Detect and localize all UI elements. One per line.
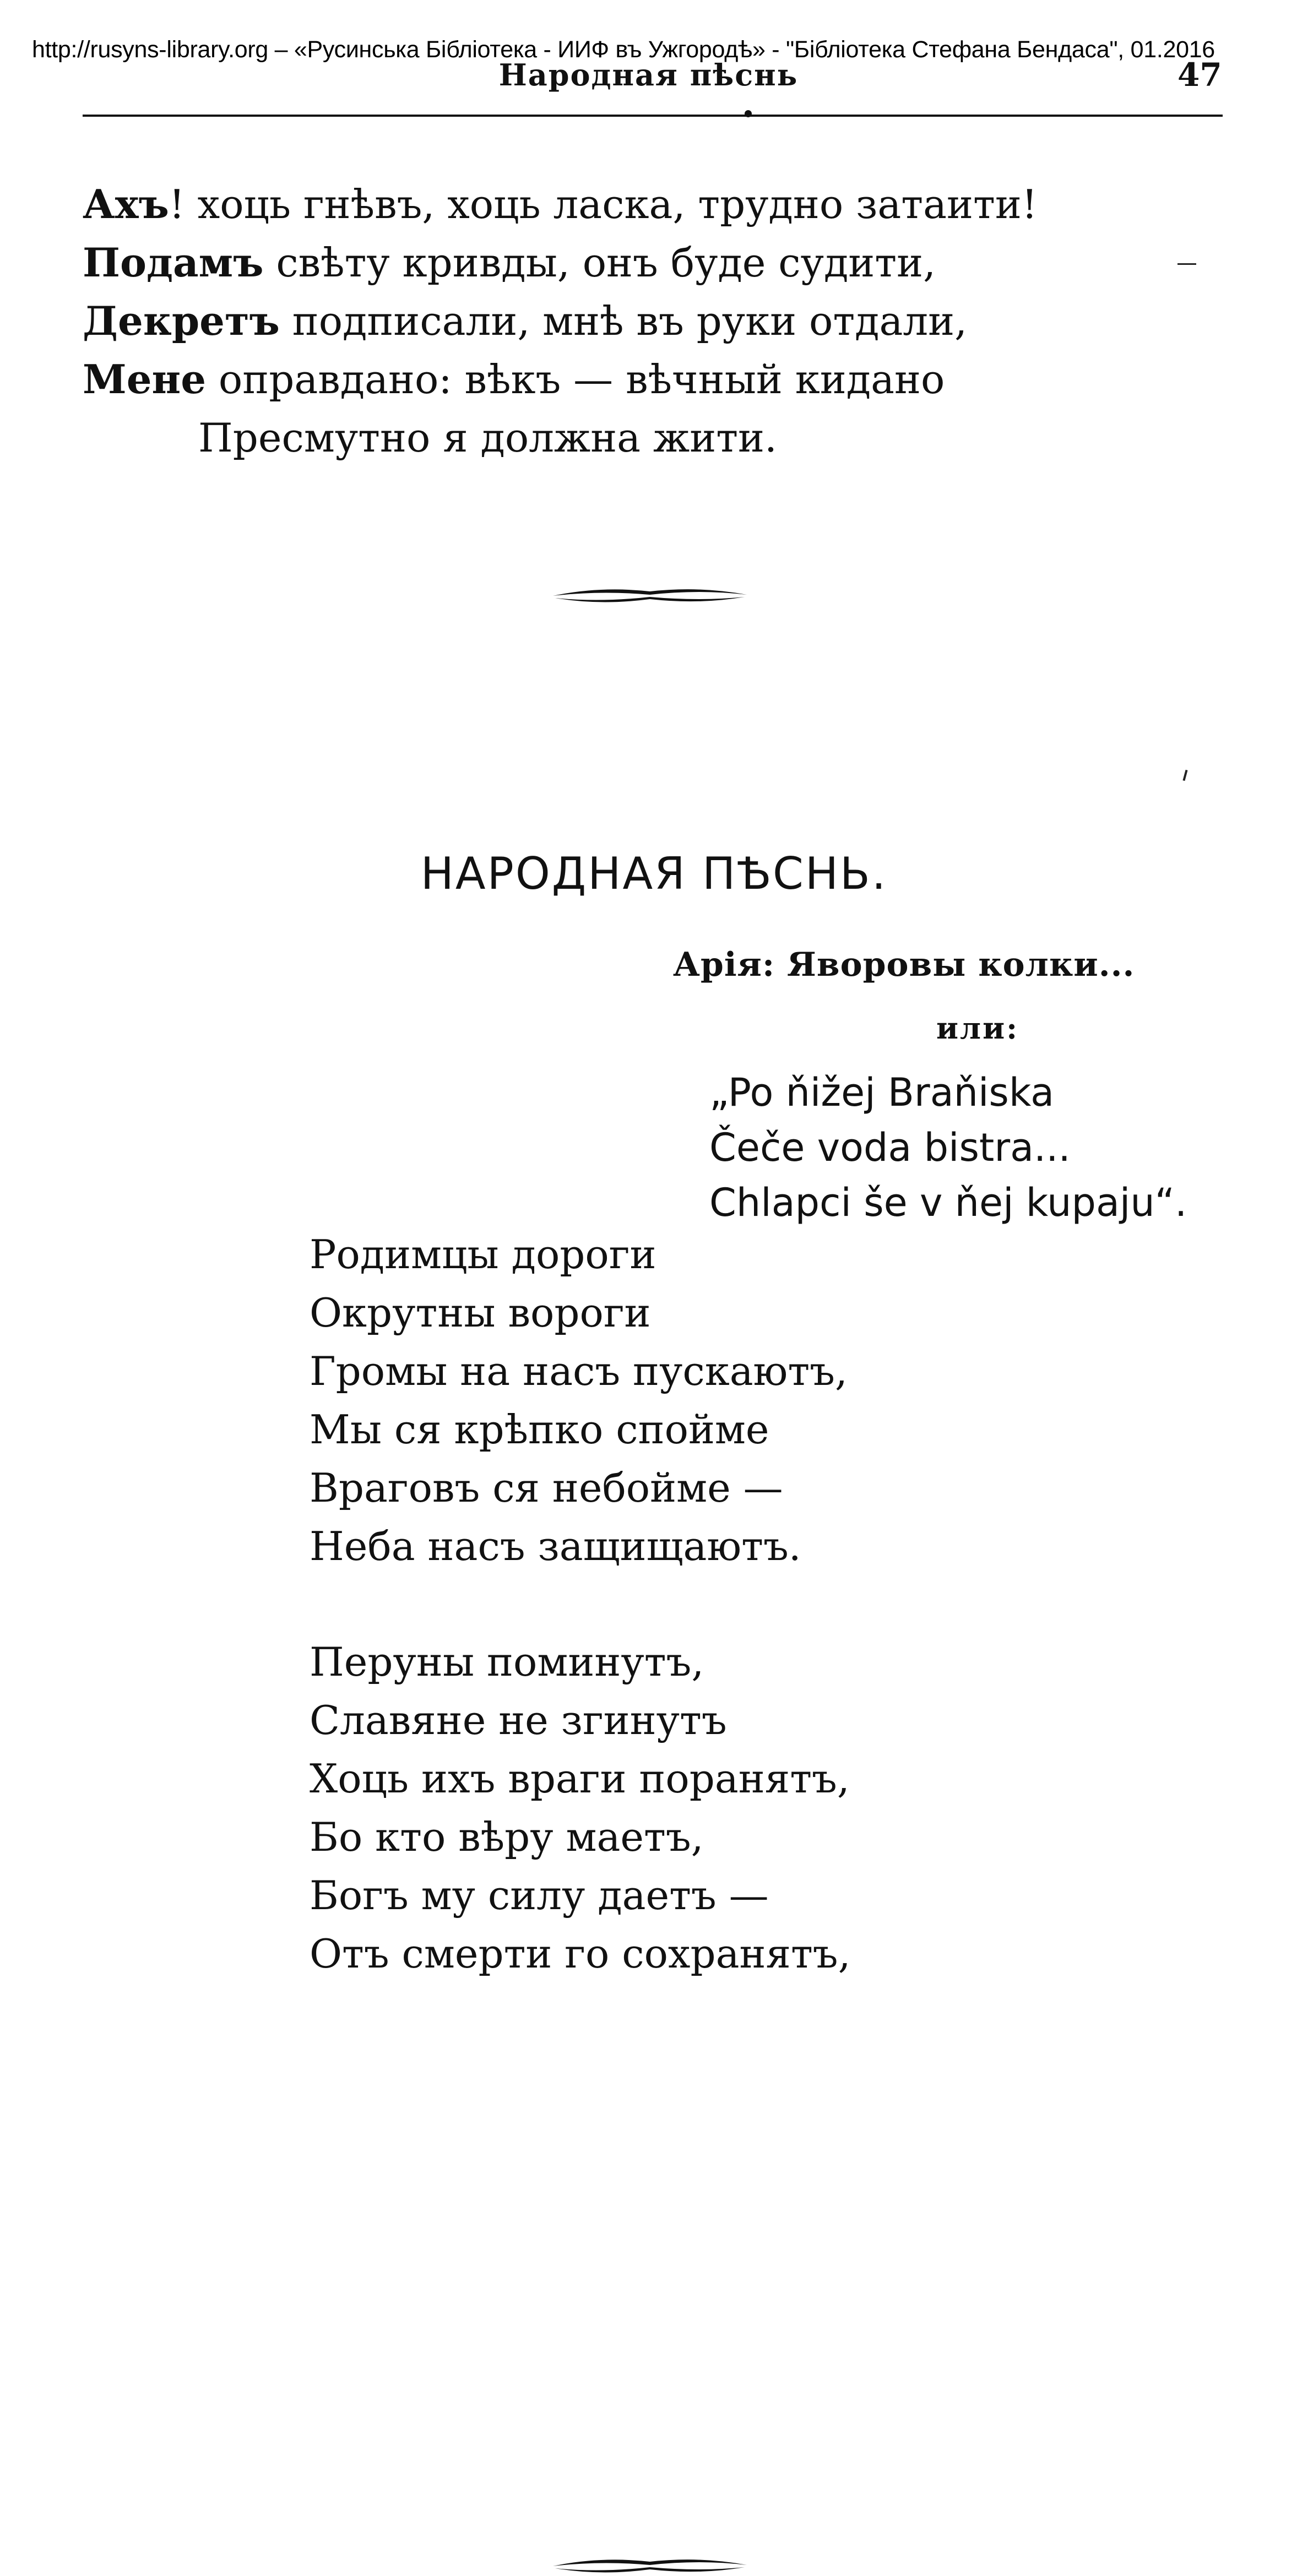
verse-line-lead: Декретъ	[83, 297, 280, 344]
verse-line: Славяне не згинутъ	[310, 1697, 727, 1743]
verse-line-lead: Мене	[83, 356, 207, 403]
verse-line-rest: свѣту кривды, онъ буде судити,	[263, 240, 936, 286]
verse-line: Бо кто вѣру маетъ,	[310, 1814, 704, 1860]
verse-line-rest: оправдано: вѣкъ — вѣчный кидано	[206, 356, 945, 403]
verse-line: Отъ смерти го сохранятъ,	[310, 1931, 851, 1977]
verse-line-rest: Пресмутно я должна жити.	[198, 415, 777, 461]
stanza-3	[310, 1633, 850, 1983]
verse-line: Небa насъ защищаютъ.	[310, 1523, 801, 1569]
aria-note: Арія: Яворовы колки...	[673, 945, 1135, 984]
verse-line: Мы ся крѣпко спойме	[310, 1406, 769, 1453]
page-number: 47	[1177, 56, 1222, 94]
verse-line: Громы на насъ пускаютъ,	[310, 1348, 848, 1394]
ornament-divider	[551, 584, 749, 606]
alt-tune-line: Chlapci še v ňej kupaju“.	[709, 1180, 1187, 1225]
stanza-1	[83, 175, 1038, 467]
verse-line: Хоць ихъ враги поранятъ,	[310, 1756, 850, 1802]
verse-line	[83, 350, 1038, 409]
stanza-2	[310, 1225, 848, 1575]
verse-line-lead: Подамъ	[83, 239, 264, 286]
verse-line: Богъ му силу даетъ —	[310, 1872, 769, 1919]
alt-tune-line: „Po ňižej Braňiska	[709, 1070, 1055, 1115]
header-rule-dot	[745, 110, 752, 117]
or-note: или:	[936, 1010, 1019, 1046]
verse-line: Перуны поминутъ,	[310, 1639, 704, 1685]
verse-line	[83, 292, 1038, 350]
verse-line-rest: подписали, мнѣ въ руки отдали,	[279, 298, 968, 344]
verse-line-rest: ! хоць гнѣвъ, хоць ласка, трудно затаити!	[169, 181, 1038, 227]
verse-line	[83, 409, 1038, 467]
verse-line	[83, 233, 1038, 292]
header-rule	[83, 115, 1223, 117]
scan-speck	[1182, 770, 1187, 781]
verse-line: Враговъ ся небойме —	[310, 1465, 783, 1511]
verse-line: Родимцы дороги	[310, 1231, 656, 1278]
verse-line	[83, 175, 1038, 233]
alternate-tune-lines	[709, 1065, 1187, 1230]
source-url-line: http://rusyns-library.org – «Русинська Бібліотека - ИИФ въ Ужгородѣ» - "Бібліотека Стефана Бендаса", 01.2016	[32, 36, 1215, 63]
running-title: Народная пѣснь	[498, 57, 799, 93]
verse-line: Окрутны вороги	[310, 1290, 651, 1336]
song-title: НАРОДНАЯ ПѢСНЬ.	[420, 848, 888, 899]
alt-tune-line: Čeče voda bistra...	[709, 1125, 1071, 1170]
ornament-divider	[551, 2554, 749, 2576]
scan-speck	[1177, 263, 1196, 265]
verse-line-lead: Ахъ	[83, 181, 169, 227]
